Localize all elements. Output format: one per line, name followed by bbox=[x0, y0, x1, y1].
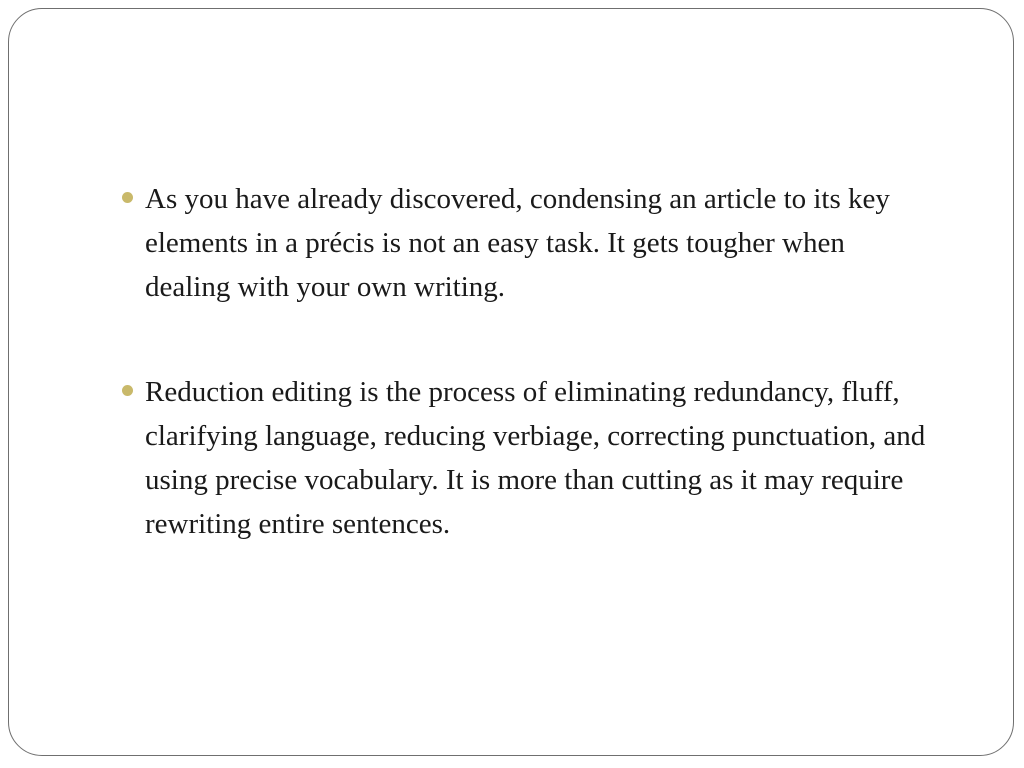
bullet-text: As you have already discovered, condensing an article to its key elements in a précis is not an easy task. It gets tougher when dealing with your own writing. bbox=[145, 183, 890, 303]
bullet-item bbox=[113, 370, 933, 546]
bullet-dot-icon bbox=[122, 385, 133, 396]
bullet-item bbox=[113, 177, 933, 309]
bullet-list bbox=[113, 177, 933, 607]
bullet-text: Reduction editing is the process of eliminating redundancy, fluff, clarifying language, reducing verbiage, correcting punctuation, and using precise vocabulary. It is more than cutting as it may require rewriting entire sentences. bbox=[145, 376, 926, 540]
bullet-dot-icon bbox=[122, 192, 133, 203]
slide-frame bbox=[8, 8, 1014, 756]
